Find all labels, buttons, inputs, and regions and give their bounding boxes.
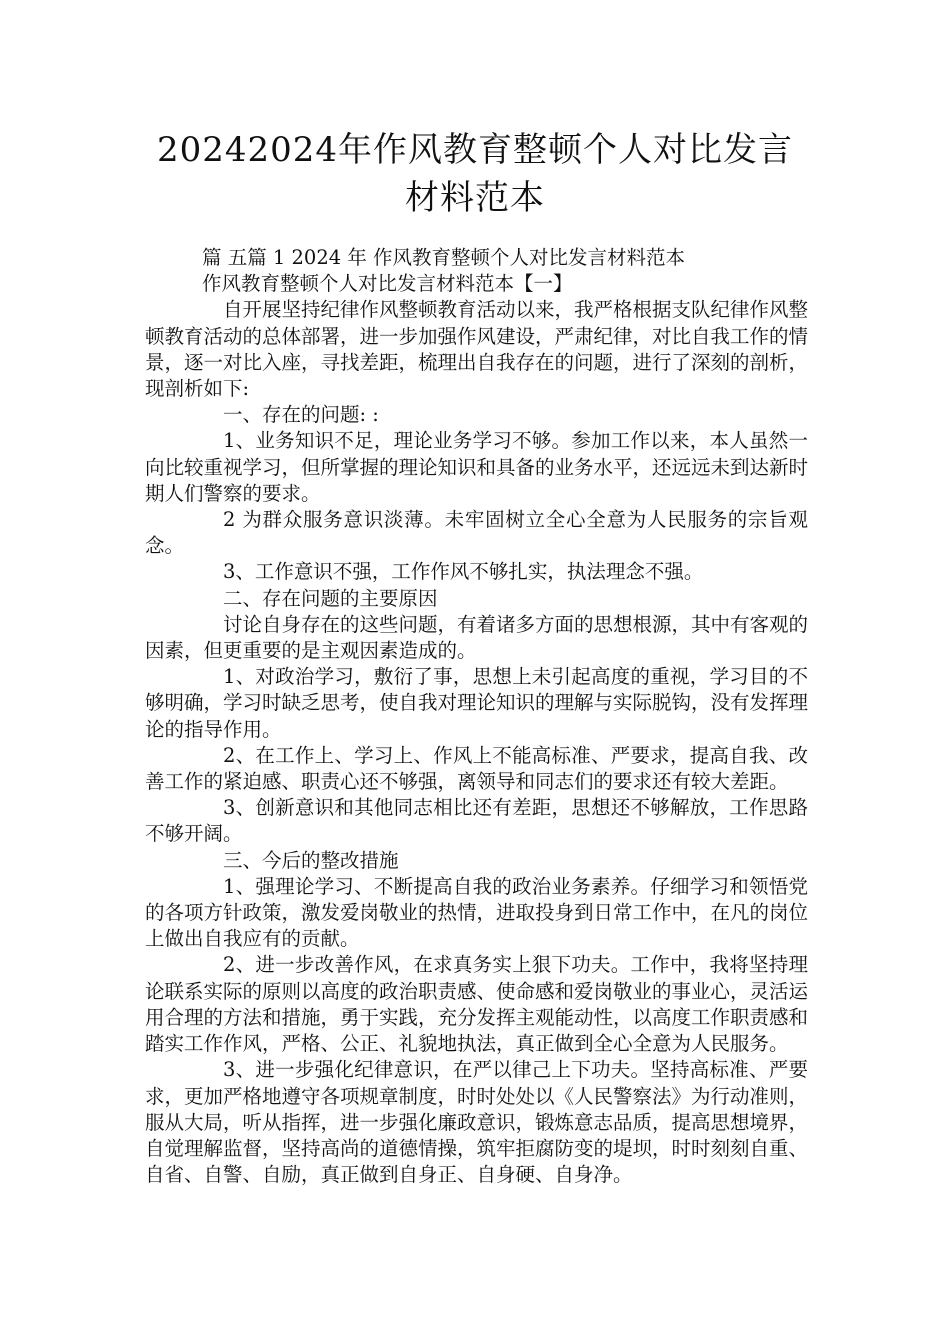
- paragraph-cause-3: 3、创新意识和其他同志相比还有差距，思想还不够解放，工作思路不够开阔。: [145, 796, 808, 846]
- paragraph-problem-3: 3、工作意识不强，工作作风不够扎实，执法理念不强。: [223, 560, 704, 584]
- document-title: 20242024年作风教育整顿个人对比发言材料范本: [156, 130, 794, 218]
- paragraph-measure-1: 1、强理论学习、不断提高自我的政治业务素养。仔细学习和领悟党的各项方针政策，激发爱岗敬业的热情，进取投身到日常工作中，在凡的岗位上做出自我应有的贡献。: [145, 874, 809, 951]
- subtitle-line-1: 篇 五篇 1 2024 年 作风教育整顿个人对比发言材料范本: [202, 246, 686, 269]
- paragraph-cause-1: 1、对政治学习，敷衍了事，思想上未引起高度的重视，学习目的不够明确，学习时缺乏思考，使自我对理论知识的理解与实际脱钩，没有发挥理论的指导作用。: [145, 665, 809, 741]
- subtitle-line-2: 作风教育整顿个人对比发言材料范本【一】: [202, 272, 573, 296]
- paragraph-cause-2: 2、在工作上、学习上、作风上不能高标准、严要求，提高自我、改善工作的紧迫感、职责心还不够强，离领导和同志们的要求还有较大差距。: [145, 743, 808, 794]
- paragraph-measure-3: 3、进一步强化纪律意识，在严以律己上下功夫。坚持高标准、严要求，更加严格地遵守各项规章制度，时时处处以《人民警察法》为行动准则，服从大局，听从指挥，进一步强化廉政意识，锻炼意志品质，提高思想境界，自觉理解监督，坚持高尚的道德情操，筑牢拒腐防变的堤坝，时时刻刻自重、自省、自警、自励，真正做到自身正、自身硬、自身净。: [145, 1058, 809, 1187]
- paragraph-problem-1: 1、业务知识不足，理论业务学习不够。参加工作以来，本人虽然一向比较重视学习，但所掌握的理论知识和具备的业务水平，还远远未到达新时期人们警察的要求。: [145, 429, 809, 505]
- paragraph-causes-intro: 讨论自身存在的这些问题，有着诸多方面的思想根源，其中有客观的因素，但更重要的是主观因素造成的。: [145, 612, 809, 663]
- document-body: [145, 245, 808, 1188]
- section-heading-problems: 一、存在的问题: :: [223, 403, 379, 427]
- paragraph-measure-2: 2、进一步改善作风，在求真务实上狠下功夫。工作中，我将坚持理论联系实际的原则以高度的政治职责感、使命感和爱岗敬业的事业心，灵活运用合理的方法和措施，勇于实践，充分发挥主观能动性，以高度工作职责感和踏实工作作风，严格、公正、礼貌地执法，真正做到全心全意为人民服务。: [145, 953, 809, 1056]
- section-heading-measures: 三、今后的整改措施: [223, 848, 399, 872]
- paragraph-problem-2: 2 为群众服务意识淡薄。未牢固树立全心全意为人民服务的宗旨观念。: [145, 508, 808, 558]
- section-heading-causes: 二、存在问题的主要原因: [223, 586, 438, 610]
- paragraph-intro: 自开展坚持纪律作风整顿教育活动以来，我严格根据支队纪律作风整顿教育活动的总体部署，进一步加强作风建设，严肃纪律，对比自我工作的情景，逐一对比入座，寻找差距，梳理出自我存在的问题，进行了深刻的剖析，现剖析如下:: [145, 298, 809, 401]
